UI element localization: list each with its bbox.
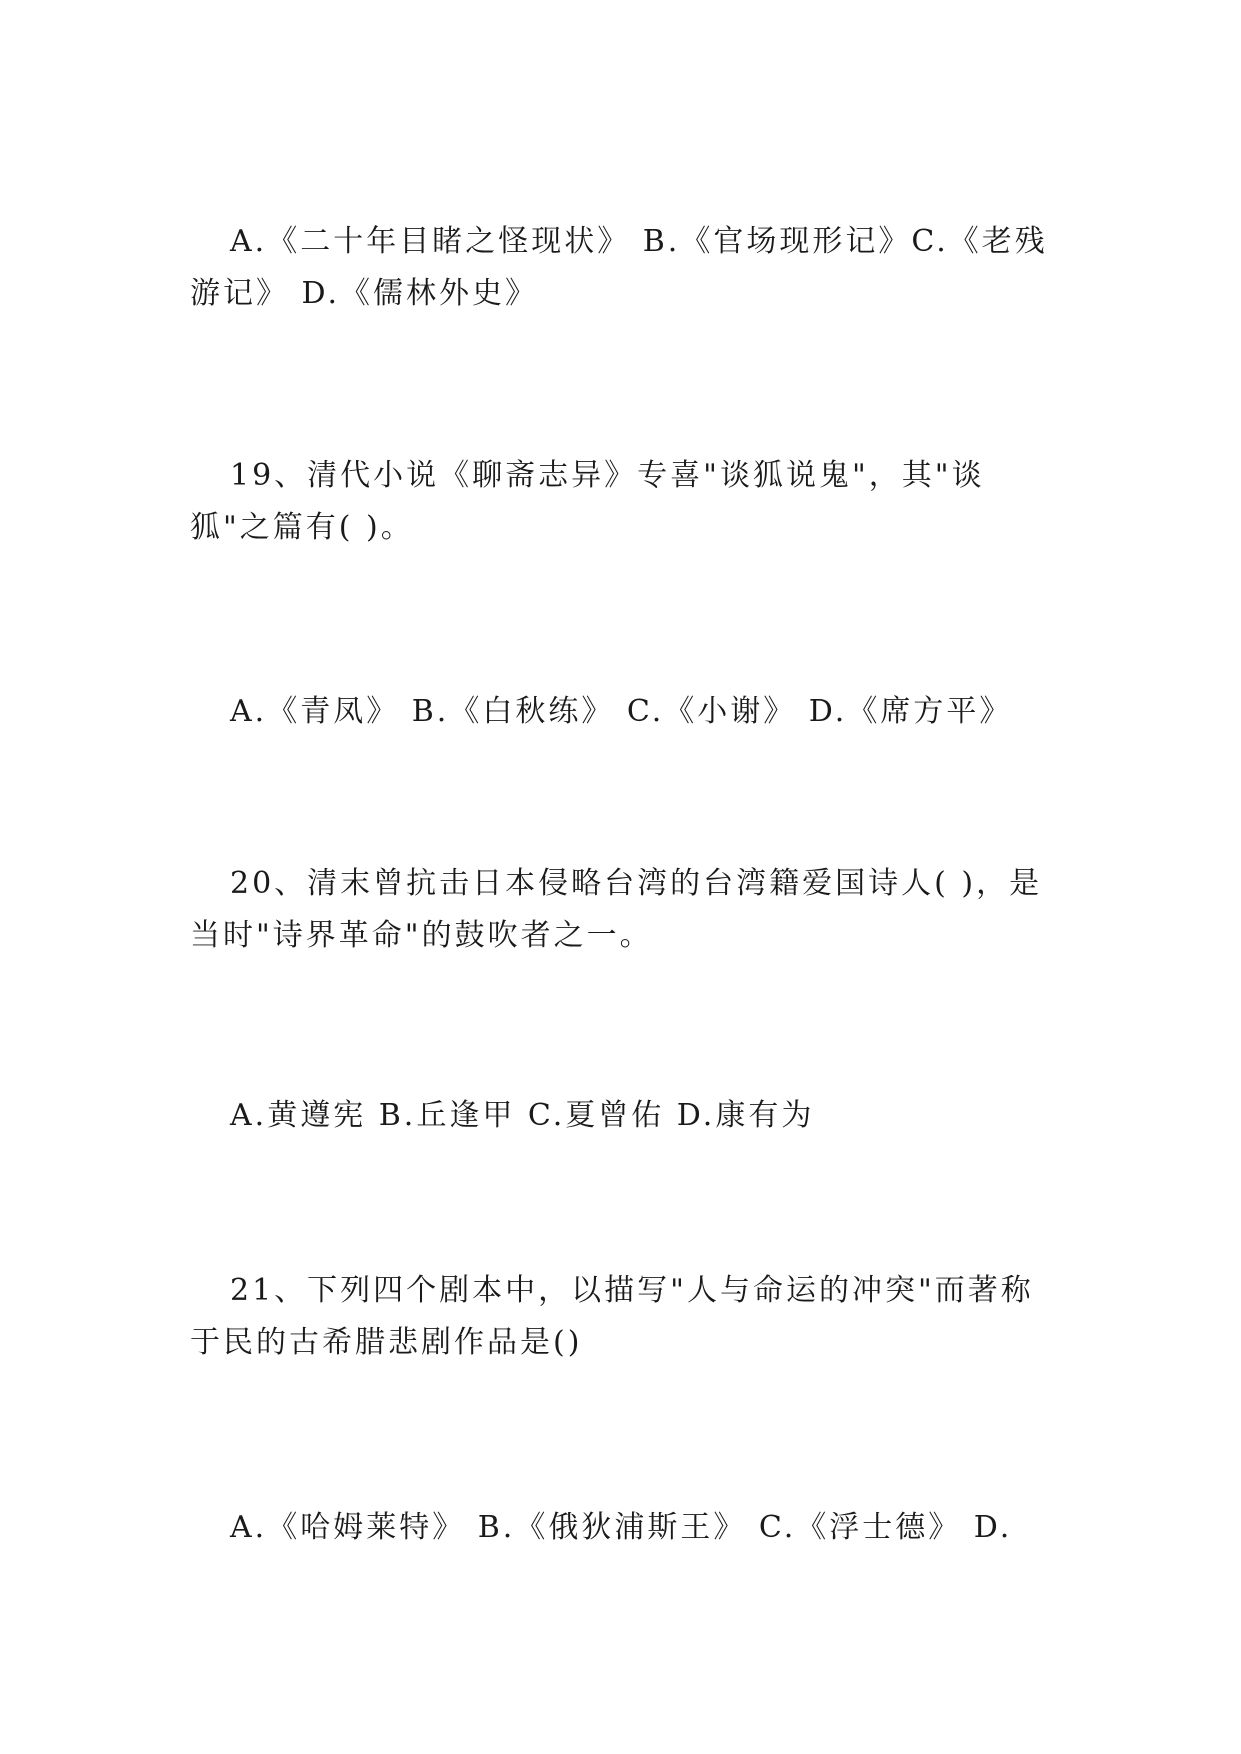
question-19: 19、清代小说《聊斋志异》专喜"谈狐说鬼"，其"谈狐"之篇有( )。 — [190, 458, 985, 545]
question-21: 21、下列四个剧本中，以描写"人与命运的冲突"而著称于民的古希腊悲剧作品是() — [190, 1273, 1034, 1360]
question-20: 20、清末曾抗击日本侵略台湾的台湾籍爱国诗人( )，是当时"诗界革命"的鼓吹者之一。 — [190, 866, 1043, 953]
answer-options-21: A.《哈姆莱特》 B.《俄狄浦斯王》 C.《浮士德》 D. — [230, 1510, 1013, 1545]
answer-options-18: A.《二十年目睹之怪现状》 B.《官场现形记》C.《老残游记》 D.《儒林外史》 — [190, 224, 1048, 311]
answer-options-20: A.黄遵宪 B.丘逢甲 C.夏曾佑 D.康有为 — [230, 1098, 815, 1133]
answer-options-19: A.《青凤》 B.《白秋练》 C.《小谢》 D.《席方平》 — [230, 694, 1013, 729]
